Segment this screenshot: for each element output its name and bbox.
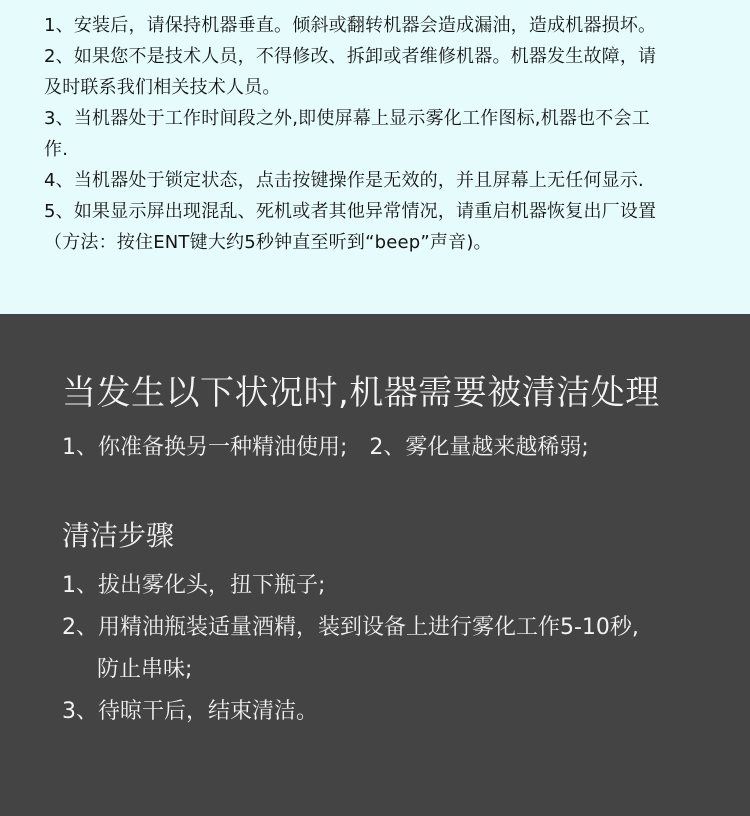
notice-line: 2、如果您不是技术人员，不得修改、拆卸或者维修机器。机器发生故障，请 bbox=[44, 46, 657, 67]
cleaning-steps bbox=[62, 568, 639, 736]
step-item: 3、待晾干后，结束清洁。 bbox=[62, 699, 318, 724]
notice-line: 4、当机器处于锁定状态，点击按键操作是无效的，并且屏幕上无任何显示. bbox=[44, 170, 644, 191]
notice-line: 1、安装后，请保持机器垂直。倾斜或翻转机器会造成漏油，造成机器损坏。 bbox=[44, 15, 657, 36]
notice-line: 及时联系我们相关技术人员。 bbox=[44, 77, 281, 98]
step-item: 1、拔出雾化头，扭下瓶子; bbox=[62, 573, 326, 598]
condition-item: 1、你准备换另一种精油使用; bbox=[62, 435, 348, 460]
cleaning-conditions bbox=[62, 430, 589, 466]
notice-line: （方法：按住ENT键大约5秒钟直至听到“beep”声音)。 bbox=[44, 232, 492, 253]
cleaning-section bbox=[0, 314, 750, 816]
step-item: 2、用精油瓶装适量酒精，装到设备上进行雾化工作5-10秒, bbox=[62, 615, 639, 640]
notice-line: 5、如果显示屏出现混乱、死机或者其他异常情况，请重启机器恢复出厂设置 bbox=[44, 201, 657, 222]
steps-heading: 清洁步骤 bbox=[62, 519, 175, 552]
condition-item: 2、雾化量越来越稀弱; bbox=[369, 435, 589, 460]
notice-line: 3、当机器处于工作时间段之外,即使屏幕上显示雾化工作图标,机器也不会工 bbox=[44, 108, 650, 129]
notice-section bbox=[0, 0, 750, 314]
cleaning-heading: 当发生以下状况时,机器需要被清洁处理 bbox=[62, 373, 660, 413]
step-item-continuation: 防止串味; bbox=[97, 657, 193, 682]
notice-line: 作. bbox=[44, 139, 69, 160]
